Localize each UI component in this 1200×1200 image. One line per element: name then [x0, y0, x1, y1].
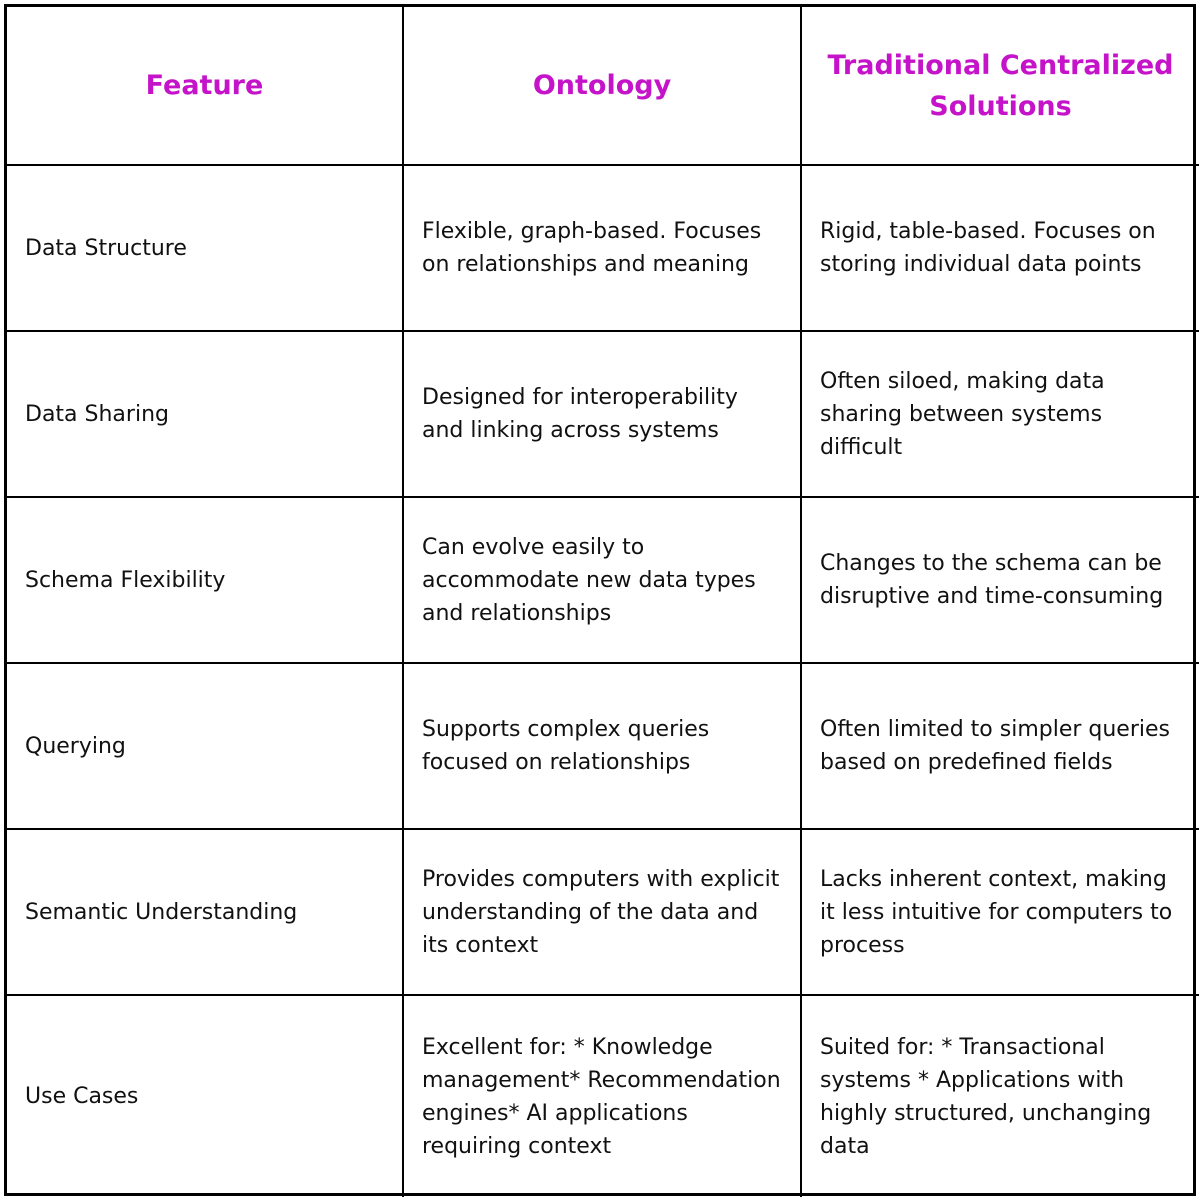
header-feature: Feature	[7, 7, 403, 165]
comparison-table	[7, 7, 1199, 1197]
ontology-cell: Provides computers with explicit understanding of the data and its context	[403, 829, 801, 995]
ontology-cell: Flexible, graph-based. Focuses on relationships and meaning	[403, 165, 801, 331]
table-row	[7, 829, 1199, 995]
feature-cell: Data Structure	[7, 165, 403, 331]
feature-cell: Semantic Understanding	[7, 829, 403, 995]
feature-cell: Use Cases	[7, 995, 403, 1197]
table-row	[7, 995, 1199, 1197]
table-row	[7, 663, 1199, 829]
ontology-cell: Supports complex queries focused on relationships	[403, 663, 801, 829]
comparison-table-frame	[4, 4, 1196, 1196]
feature-cell: Schema Flexibility	[7, 497, 403, 663]
traditional-cell: Suited for: * Transactional systems * Applications with highly structured, unchanging data	[801, 995, 1199, 1197]
table-header-row	[7, 7, 1199, 165]
ontology-cell: Excellent for: * Knowledge management* Recommendation engines* AI applications requiring context	[403, 995, 801, 1197]
ontology-cell: Can evolve easily to accommodate new data types and relationships	[403, 497, 801, 663]
traditional-cell: Often siloed, making data sharing between systems difficult	[801, 331, 1199, 497]
table-row	[7, 331, 1199, 497]
header-ontology: Ontology	[403, 7, 801, 165]
table-row	[7, 165, 1199, 331]
table-row	[7, 497, 1199, 663]
traditional-cell: Changes to the schema can be disruptive and time-consuming	[801, 497, 1199, 663]
traditional-cell: Rigid, table-based. Focuses on storing individual data points	[801, 165, 1199, 331]
ontology-cell: Designed for interoperability and linking across systems	[403, 331, 801, 497]
traditional-cell: Lacks inherent context, making it less intuitive for computers to process	[801, 829, 1199, 995]
header-traditional: Traditional Centralized Solutions	[801, 7, 1199, 165]
traditional-cell: Often limited to simpler queries based on predefined fields	[801, 663, 1199, 829]
feature-cell: Data Sharing	[7, 331, 403, 497]
feature-cell: Querying	[7, 663, 403, 829]
